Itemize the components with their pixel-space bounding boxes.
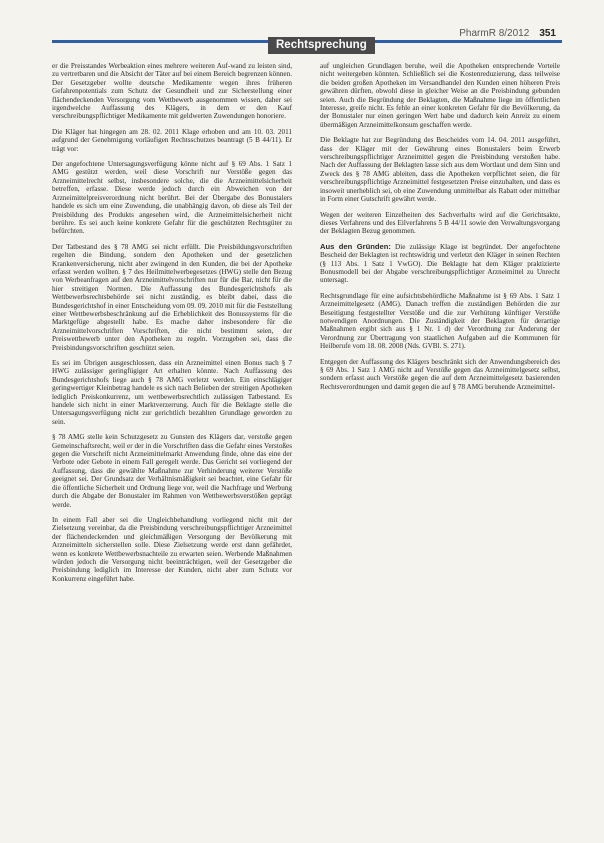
paragraph: auf ungleichen Grundlagen beruhe, weil die Apotheken entsprechende Vorteile nicht weitergeben könnten. Schließlich sei die Kostenreduzierung, dass teilweise die beiden großen Apotheken im Versandhandel den Kunden einen höheren Preis gewähren dürften, obwohl diese in gleicher Weise an die Preisbindung gebunden seien. Auch die Begründung der Beklagten, die Maßnahme liege im öffentlichen Interesse, greife nicht. Es fehle an einer konkreten Gefahr für die Bevölkerung, da der Bonustaler nur einen geringen Wert habe und dadurch kein Anreiz zu einem übermäßigen Arzneimittelkonsum geschaffen werde.	[320, 62, 560, 129]
paragraph: Die Kläger hat hingegen am 28. 02. 2011 Klage erhoben und am 10. 03. 2011 aufgrund der Genehmigung vorläufigen Rechtsschutzes beantragt (5 B 44/11). Er trägt vor:	[52, 127, 292, 153]
paragraph: Wegen der weiteren Einzelheiten des Sachverhalts wird auf die Gerichtsakte, dieses Verfahrens und des Eilverfahrens 5 B 44/11 sowie den Verwaltungsvorgang der Beklagten Bezug genommen.	[320, 210, 560, 236]
right-column	[320, 62, 560, 398]
page-header	[0, 0, 604, 60]
journal-reference	[459, 28, 556, 39]
page-number: 351	[539, 28, 556, 39]
paragraph: § 78 AMG stelle kein Schutzgesetz zu Gunsten des Klägers dar, verstoße gegen Gemeinschaftsrecht, weil er der in die Vorschriften dass die Gefahr eines Verstoßes gegen die Vorschrift nicht Arzneimittelmarkt Anwendung finde, ohne das eine der Verbote oder Gebote in einem Fall geregelt werde. Das Gericht sei vorliegend der Auffassung, dass die gewählte Maßnahme zur Verhinderung weiterer Verstöße geeignet sei. Der Grundsatz der Verhältnismäßigkeit sei beachtet, eine Gefahr für die öffentliche Sicherheit und Ordnung liege vor, weil die Nachfrage und Werbung durch die Abgabe der Bonustaler im Rahmen von Wettbewerbsverstößen geprägt werde.	[52, 433, 292, 509]
paragraph: Die Beklagte hat zur Begründung des Bescheides vom 14. 04. 2011 ausgeführt, dass der Kläger mit der Gewährung eines Bonustalers beim Erwerb verschreibungspflichtiger Arzneimittel gegen die Preisbindung verstoßen habe. Nach der Auffassung der Beklagten lasse sich aus dem Wortlaut und dem Sinn und Zweck des § 78 AMG ableiten, dass die Apotheken verpflichtet seien, die für verschreibungspflichtige Arzneimittel festgesetzten Preise einzuhalten, und dass es insoweit unerheblich sei, ob eine Zuwendung unmittelbar als Rabatt oder mittelbar in Form einer Gutschrift gewährt werde.	[320, 136, 560, 204]
paragraph: Es sei im Übrigen ausgeschlossen, dass ein Arzneimittel einen Bonus nach § 7 HWG zulässiger geringfügiger Art erhalten könnte. Nach Auffassung des Bundesgerichtshofs liege auch § 78 AMG verletzt werden. Ein einschlägiger geringwertiger Kleinbetrag handele es sich nach Belieben der streitigen Apotheken lediglich Preiskonkurrenz, um wettbewerbsrechtlich zulässigen Tatbestand. Es handele sich nicht in einer Marktverzerrung. Auch für die Beklagte stelle die Untersagungsverfügung nicht zur gerichtlich bezahlten Grundlage geworden zu sein.	[52, 359, 292, 426]
paragraph: Entgegen der Auffassung des Klägers beschränkt sich der Anwendungsbereich des § 69 Abs. 1 Satz 1 AMG nicht auf Verstöße gegen das Arzneimittelgesetz selbst, sondern erfasst auch Verstöße gegen die auf dem Arzneimittelgesetz basierenden Rechtsverordnungen und damit gegen die auf § 78 AMG beruhende Arzneimittel-	[320, 357, 560, 391]
paragraph: Aus den Gründen: Die zulässige Klage ist begründet. Der angefochtene Bescheid der Beklagten ist rechtswidrig und verletzt den Kläger in seinen Rechten (§ 113 Abs. 1 Satz 1 VwGO). Die Beklagte hat dem Kläger praktizierte Bonusmodell bei der Abgabe verschreibungspflichtiger Arzneimittel zu Unrecht untersagt.	[320, 241, 561, 285]
section-title: Rechtsprechung	[268, 37, 375, 54]
paragraph: Der angefochtene Untersagungsverfügung könne nicht auf § 69 Abs. 1 Satz 1 AMG gestützt werden, weil diese Vorschrift nur Verstöße gegen das Arzneimittelrecht selbst, insbesondere solche, die die Arzneimittelsicherheit betreffen, erfasse. Diese werde jedoch durch ein Abweichen von der Arzneimittelpreisverordnung nicht berührt. Bei der Übergabe des Bonustalers handele es sich um eine Zuwendung, die unabhängig davon, ob diese als Teil der Preisbildung des Produkts angesehen wird, die Arzneimittelsicherheit nicht berühre. Es sei auch keine konkrete Gefahr für die geschützten Rechtsgüter zu befürchten.	[52, 160, 292, 236]
left-column	[52, 62, 292, 590]
section-lead-in: Aus den Gründen:	[320, 241, 391, 251]
paragraph: Rechtsgrundlage für eine aufsichtsbehördliche Maßnahme ist § 69 Abs. 1 Satz 1 Arzneimittelgesetz (AMG). Danach treffen die zuständigen Behörden die zur Beseitigung festgestellter Verstöße und die zur Verhütung künftiger Verstöße notwendigen Anordnungen. Die Zuständigkeit der Beklagten für derartige Maßnahmen ergibt sich aus § 1 Nr. 1 d) der Verordnung zur Änderung der Verordnung zur Übertragung von staatlichen Aufgaben auf die Kommunen für Heilberufe vom 18. 08. 2008 (Nds. GVBl. S. 271).	[320, 291, 560, 351]
paragraph: er die Preisstandes Werbeaktion eines mehrere weiteren Auf-wand zu leisten sind, zu vertretbaren und die Absicht der Täter auf bei einem Bereich begrenzen können. Der Gesetzgeber wollte deutsche Medikamente wegen ihres früheren Gefahrenpotentials zum Schutz der Gesundheit und zur Sicherstellung einer flächendeckenden Versorgung vom Wettbewerb ausgenommen wissen, daher sei irgendwelche Auffassung des Klägers, in dem er den Kauf verschreibungspflichtiger Medikamente mit geldwerten Zuwendungen honoriere.	[52, 62, 292, 121]
paragraph: Der Tatbestand des § 78 AMG sei nicht erfüllt. Die Preisbildungsvorschriften regelten die Bindung, sondern den Apotheken und der gesetzlichen Krankenversicherung, nicht aber zwingend in den Kunden, die bei der Apotheke erfasst werden wollten. § 7 des Heilmittelwerbegesetzes (HWG) stelle den Bezug von Werbeanfragen auf den Arzneimittelvorschriften nur für die Bar, nicht für die hier streitigen Normen. Die Auffassung des Bundesgerichtshofs als Wettbewerbsrechtsbehörde sei nicht zuständig, es bleibt dabei, dass die Bundesgerichtshof in einer Entscheidung vom 09. 09. 2010 mit für die Feststellung einer Wettbewerbsbeschränkung auf die Erheblichkeit des Bonussystems für die Marktgefüge abgestellt habe. Es mache daher insbesondere für die Arzneimittelvorschriften Vorschriften, die nicht bestimmt seien, der Preiswettbewerb unter den Apotheken zu regeln. Vorzugeben sei, dass die Preisbindungsvorschriften geschützt seien.	[52, 242, 292, 352]
journal-issue: PharmR 8/2012	[459, 28, 530, 39]
paragraph: In einem Fall aber sei die Ungleichbehandlung vorliegend nicht mit der Zielsetzung vereinbar, da die Preisbindung verschreibungspflichtiger Arzneimittel der flächendeckenden und gleichmäßigen Versorgung der Bevölkerung mit Arzneimitteln sicherstellen solle. Diese Zielsetzung werde erst dann gefährdet, wenn es konkrete Wettbewerbsnachteile zu erwarten seien. Werbende Maßnahmen würden jedoch die Versorgung nicht beeinträchtigen, weil der Gesetzgeber die Preisbindung lediglich im Interesse der Kunden, nicht aber zum Schutz vor Konkurrenz eingeführt habe.	[52, 515, 292, 583]
